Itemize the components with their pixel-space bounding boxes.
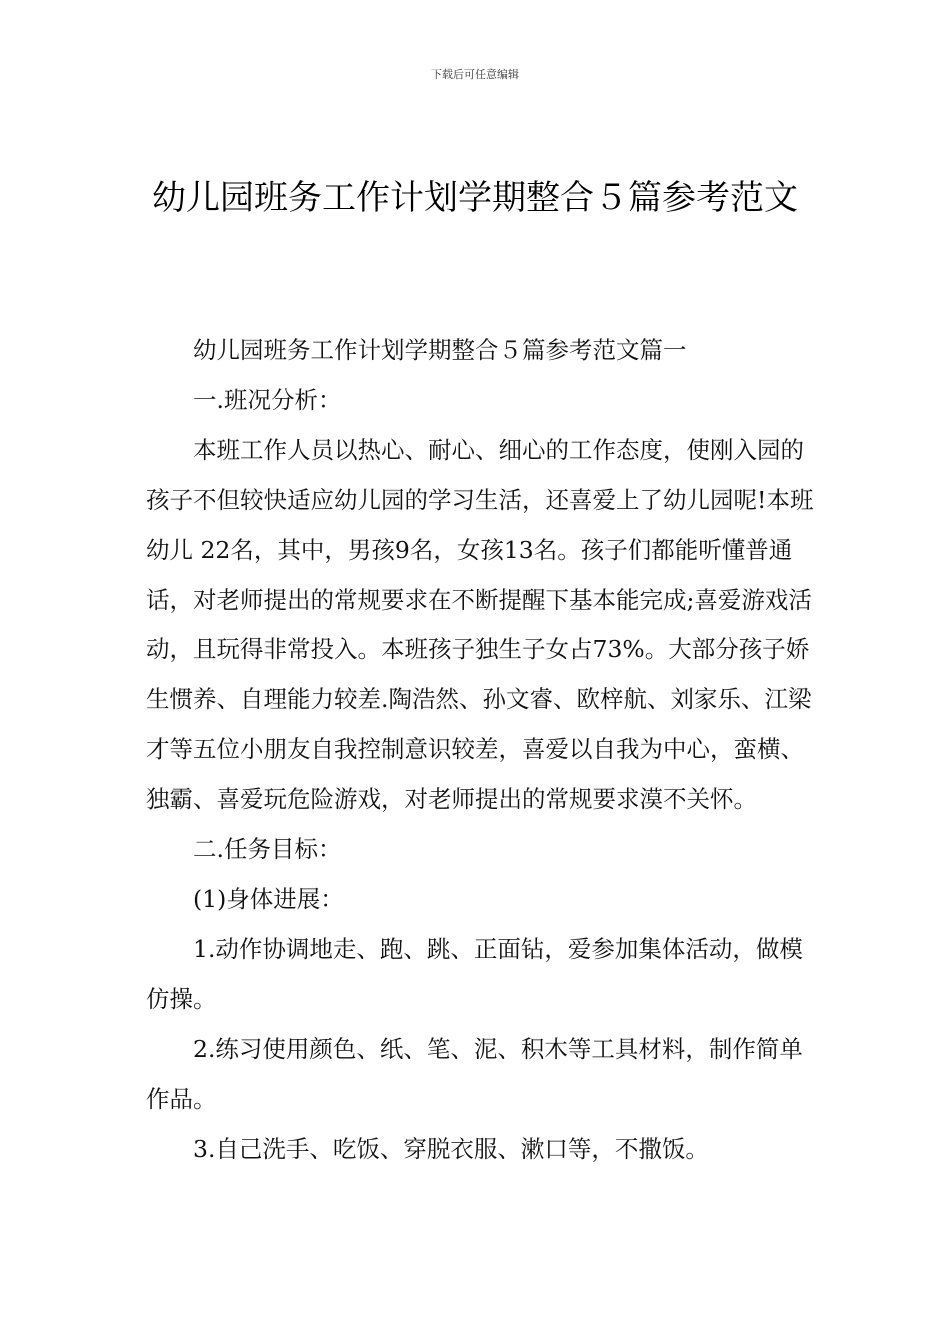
heading-class-analysis: 一.班况分析： bbox=[193, 385, 342, 414]
heading-task-goals: 二.任务目标： bbox=[193, 835, 342, 864]
section-heading: 幼儿园班务工作计划学期整合５篇参考范文篇一 bbox=[193, 336, 687, 364]
page-header-note: 下载后可任意编辑 bbox=[431, 68, 519, 81]
list-item-3: 3.自己洗手、吃饭、穿脱衣服、漱口等，不撒饭。 bbox=[193, 1134, 709, 1163]
list-item-2: 2.练习使用颜色、纸、笔、泥、积木等工具材料，制作简单作品。 bbox=[146, 1034, 803, 1113]
list-item-1: 1.动作协调地走、跑、跳、正面钻，爱参加集体活动，做模仿操。 bbox=[146, 934, 803, 1013]
subheading-physical-development: (1)身体进展： bbox=[193, 884, 344, 913]
document-title: 幼儿园班务工作计划学期整合５篇参考范文 bbox=[152, 178, 798, 218]
paragraph-class-analysis: 本班工作人员以热心、耐心、细心的工作态度，使刚入园的孩子不但较快适应幼儿园的学习生活，还喜爱上了幼儿园呢!本班幼儿 22名，其中，男孩9名，女孩13名。孩子们都能听懂普通话，对老师提出的常规要求在不断提醒下基本能完成;喜爱游戏活动，且玩得非常投入。本班孩子独生子女占73%。大部分孩子娇生惯养、自理能力较差.陶浩然、孙文睿、欧梓航、刘家乐、江梁才等五位小朋友自我控制意识较差，喜爱以自我为中心，蛮横、独霸、喜爱玩危险游戏，对老师提出的常规要求漠不关怀。 bbox=[146, 435, 814, 814]
document-body bbox=[146, 326, 816, 1174]
